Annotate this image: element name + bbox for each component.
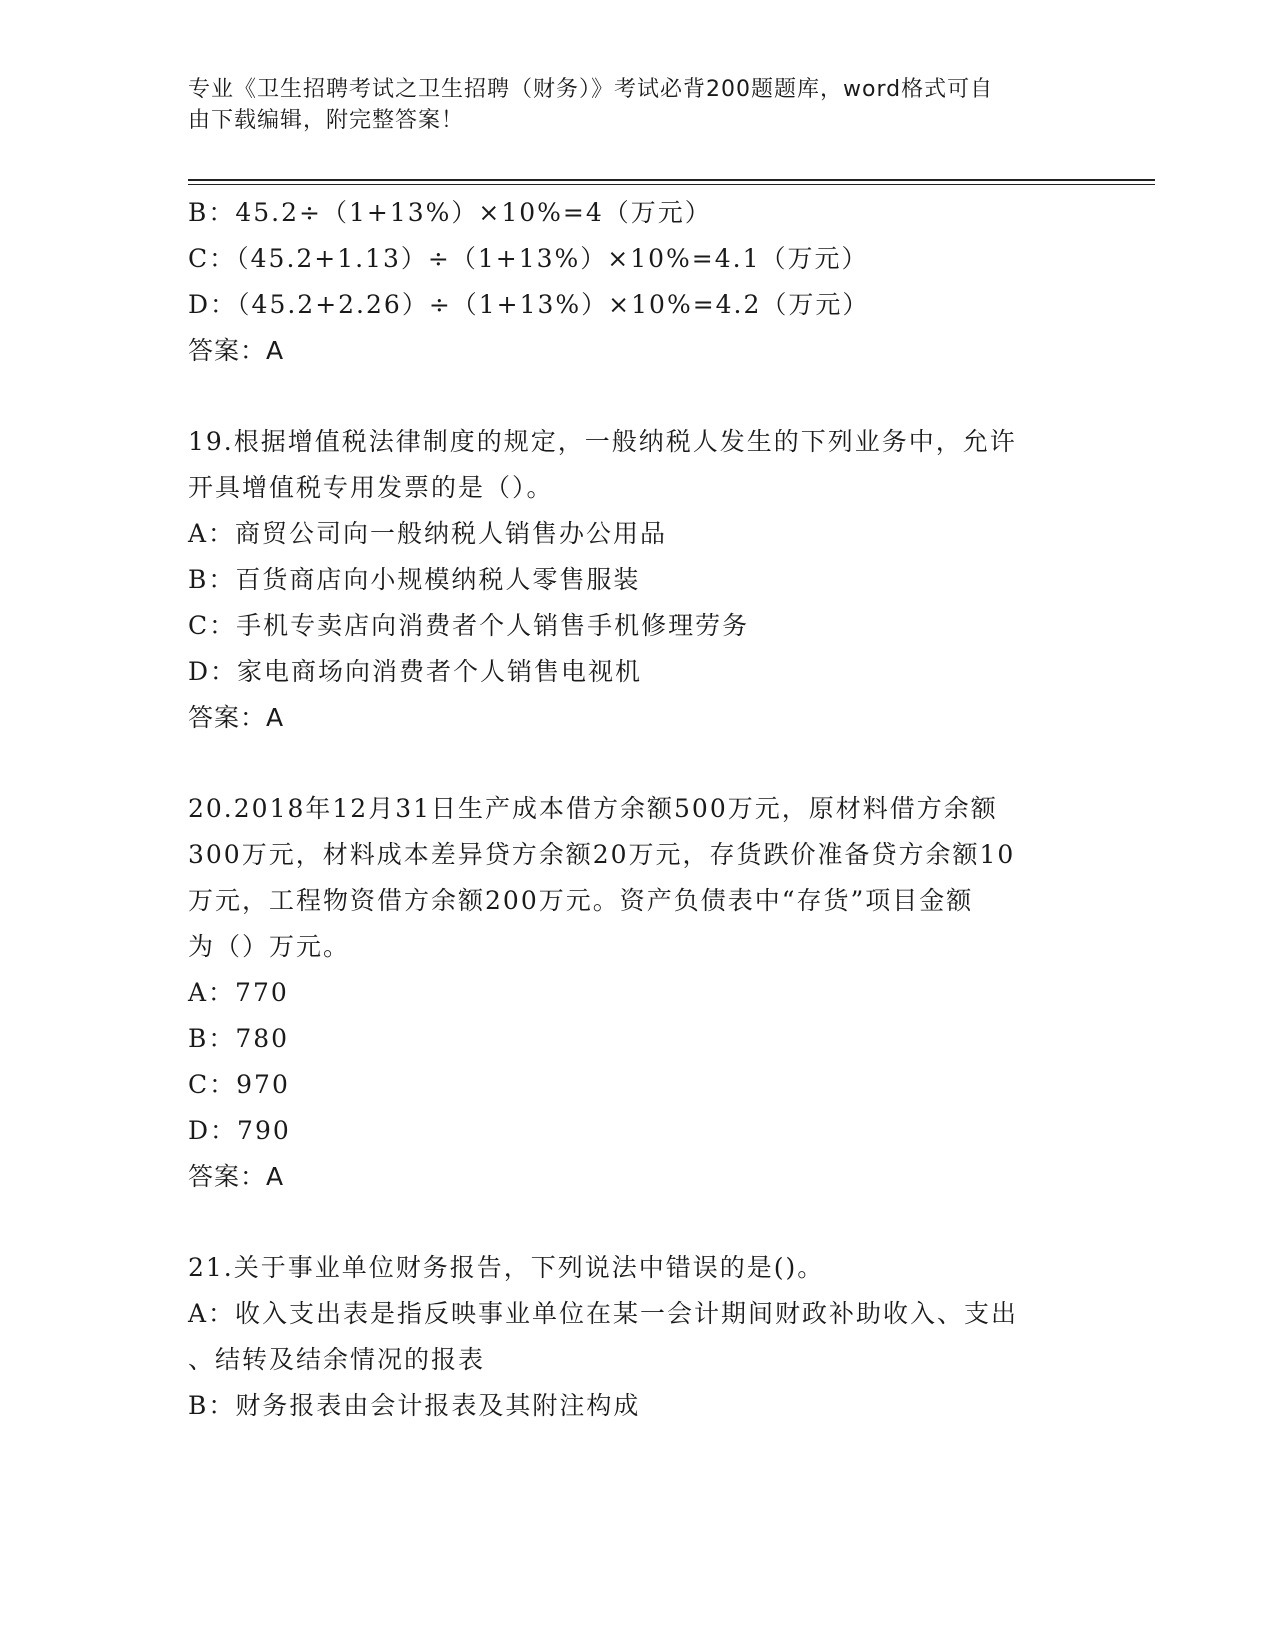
q20-option-b: B：780 bbox=[188, 1024, 290, 1053]
q20-stem-line-3: 万元，工程物资借方余额200万元。资产负债表中“存货”项目金额 bbox=[188, 886, 974, 915]
question-20 bbox=[188, 786, 1088, 1200]
document-header bbox=[188, 74, 1068, 136]
header-divider-thin bbox=[188, 184, 1155, 185]
q18-answer: 答案：A bbox=[188, 336, 285, 365]
q20-option-a: A：770 bbox=[188, 978, 289, 1007]
spacer bbox=[188, 374, 1088, 419]
q18-option-d: D：（45.2+2.26）÷（1+13%）×10%=4.2（万元） bbox=[188, 290, 870, 319]
q20-stem-line-1: 20.2018年12月31日生产成本借方余额500万元，原材料借方余额 bbox=[188, 794, 998, 823]
q18-option-b: B：45.2÷（1+13%）×10%=4（万元） bbox=[188, 198, 712, 227]
q20-stem-line-4: 为（）万元。 bbox=[188, 932, 351, 961]
q20-option-d: D：790 bbox=[188, 1116, 291, 1145]
q19-answer: 答案：A bbox=[188, 703, 285, 732]
q19-option-d: D：家电商场向消费者个人销售电视机 bbox=[188, 657, 643, 686]
q20-answer: 答案：A bbox=[188, 1162, 285, 1191]
q19-option-c: C：手机专卖店向消费者个人销售手机修理劳务 bbox=[188, 611, 750, 640]
header-title-line-1: 专业《卫生招聘考试之卫生招聘（财务）》考试必背200题题库，word格式可自 bbox=[188, 77, 994, 102]
spacer bbox=[188, 1200, 1088, 1245]
question-21 bbox=[188, 1245, 1088, 1429]
q21-option-b: B：财务报表由会计报表及其附注构成 bbox=[188, 1391, 641, 1420]
question-18 bbox=[188, 190, 1088, 374]
q21-stem-line-1: 21.关于事业单位财务报告，下列说法中错误的是()。 bbox=[188, 1253, 825, 1282]
q21-option-a-line-2: 、结转及结余情况的报表 bbox=[188, 1345, 486, 1374]
q20-option-c: C：970 bbox=[188, 1070, 290, 1099]
q19-stem-line-1: 19.根据增值税法律制度的规定，一般纳税人发生的下列业务中，允许 bbox=[188, 427, 1017, 456]
q18-option-c: C：（45.2+1.13）÷（1+13%）×10%=4.1（万元） bbox=[188, 244, 869, 273]
q20-stem-line-2: 300万元，材料成本差异贷方余额20万元，存货跌价准备贷方余额10 bbox=[188, 840, 1016, 869]
q19-stem-line-2: 开具增值税专用发票的是（）。 bbox=[188, 473, 554, 502]
spacer bbox=[188, 741, 1088, 786]
question-content bbox=[188, 190, 1088, 1429]
q21-option-a-line-1: A：收入支出表是指反映事业单位在某一会计期间财政补助收入、支出 bbox=[188, 1299, 1019, 1328]
question-19 bbox=[188, 419, 1088, 741]
q19-option-a: A：商贸公司向一般纳税人销售办公用品 bbox=[188, 519, 668, 548]
q19-option-b: B：百货商店向小规模纳税人零售服装 bbox=[188, 565, 641, 594]
header-divider-thick bbox=[188, 179, 1155, 181]
header-title-line-2: 由下载编辑，附完整答案！ bbox=[188, 108, 465, 133]
